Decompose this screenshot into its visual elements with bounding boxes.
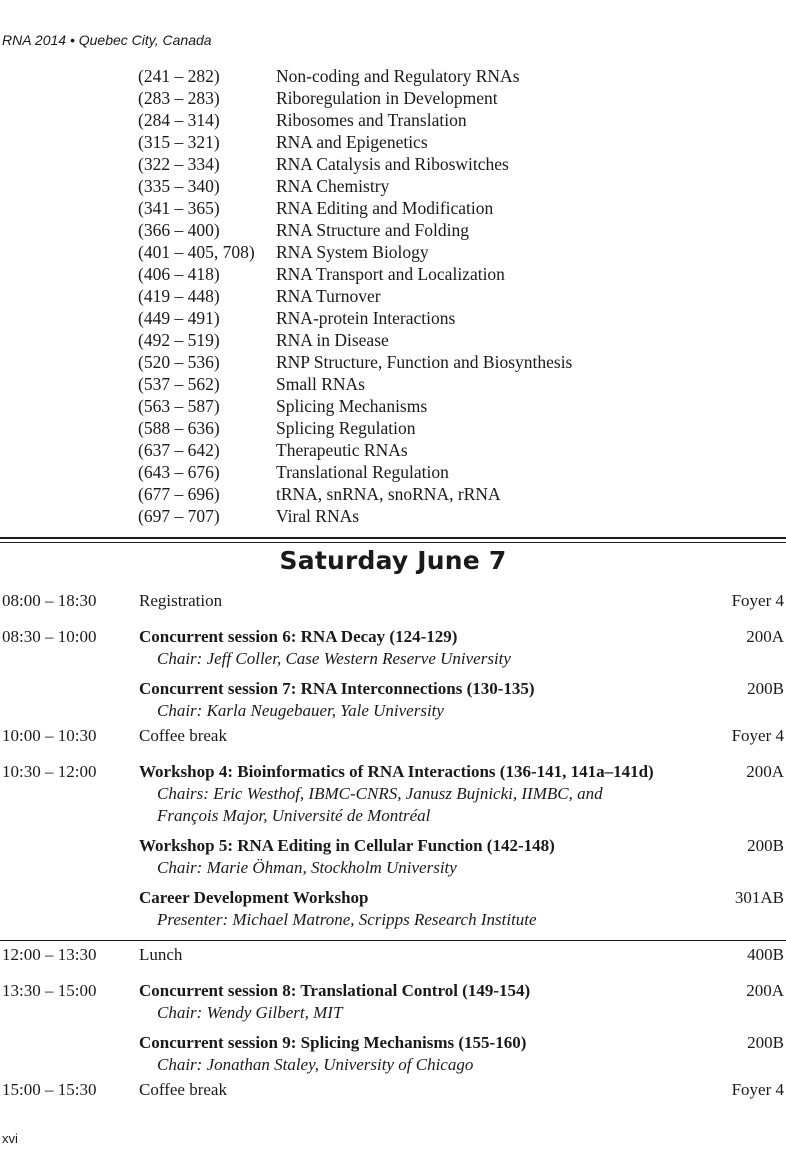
coffee2-time: 15:00 – 15:30 — [2, 1080, 97, 1099]
topic-name: Non-coding and Regulatory RNAs — [276, 66, 520, 86]
topic-name: Splicing Regulation — [276, 418, 416, 438]
topic-range: (588 – 636) — [138, 418, 220, 438]
topic-range: (284 – 314) — [138, 110, 220, 130]
topic-name: RNP Structure, Function and Biosynthesis — [276, 352, 573, 372]
topic-range: (637 – 642) — [138, 440, 220, 460]
cs7-title: Concurrent session 7: RNA Interconnections (130-135) — [139, 679, 535, 698]
cs9-title: Concurrent session 9: Splicing Mechanisms (155-160) — [139, 1033, 527, 1052]
ws4-room: 200A — [746, 762, 784, 781]
cs7-chair: Chair: Karla Neugebauer, Yale University — [157, 701, 444, 720]
section-divider — [0, 537, 786, 543]
topic-name: tRNA, snRNA, snoRNA, rRNA — [276, 484, 501, 504]
cs7-room: 200B — [747, 679, 784, 698]
topic-range: (283 – 283) — [138, 88, 220, 108]
lunch-room: 400B — [747, 945, 784, 964]
cs8-chair: Chair: Wendy Gilbert, MIT — [157, 1003, 343, 1022]
ws5-chair: Chair: Marie Öhman, Stockholm University — [157, 858, 457, 877]
topic-name: Translational Regulation — [276, 462, 449, 482]
running-head: RNA 2014 • Quebec City, Canada — [2, 32, 212, 48]
coffee1-time: 10:00 – 10:30 — [2, 726, 97, 745]
topic-range: (322 – 334) — [138, 154, 220, 174]
registration-title: Registration — [139, 591, 223, 610]
topic-range: (643 – 676) — [138, 462, 220, 482]
lunch-title: Lunch — [139, 945, 183, 964]
day-title: Saturday June 7 — [279, 546, 507, 575]
topic-range: (341 – 365) — [138, 198, 220, 218]
topic-name: Viral RNAs — [276, 506, 360, 526]
page-number: xvi — [2, 1131, 18, 1146]
topic-name: Small RNAs — [276, 374, 365, 394]
topic-range: (537 – 562) — [138, 374, 220, 394]
topic-range: (492 – 519) — [138, 330, 220, 350]
topic-name: RNA in Disease — [276, 330, 389, 350]
topic-range: (449 – 491) — [138, 308, 220, 328]
topic-range: (677 – 696) — [138, 484, 220, 504]
cs8-title: Concurrent session 8: Translational Control (149-154) — [139, 981, 531, 1000]
topic-name: RNA Structure and Folding — [276, 220, 469, 240]
topic-range: (401 – 405, 708) — [138, 242, 255, 262]
coffee2-title: Coffee break — [139, 1080, 227, 1099]
topic-range: (520 – 536) — [138, 352, 220, 372]
coffee2-room: Foyer 4 — [731, 1080, 784, 1099]
coffee1-title: Coffee break — [139, 726, 227, 745]
cs6-room: 200A — [746, 627, 784, 646]
cs9-room: 200B — [747, 1033, 784, 1052]
topic-range: (563 – 587) — [138, 396, 220, 416]
topic-name: RNA Transport and Localization — [276, 264, 505, 284]
topic-range: (406 – 418) — [138, 264, 220, 284]
career-presenter: Presenter: Michael Matrone, Scripps Research Institute — [157, 910, 537, 929]
topic-range: (335 – 340) — [138, 176, 220, 196]
registration-time: 08:00 – 18:30 — [2, 591, 97, 610]
topic-name: Riboregulation in Development — [276, 88, 498, 108]
career-title: Career Development Workshop — [139, 888, 369, 907]
topic-range: (315 – 321) — [138, 132, 220, 152]
topic-name: RNA Turnover — [276, 286, 381, 306]
topic-name: Therapeutic RNAs — [276, 440, 408, 460]
topic-range: (241 – 282) — [138, 66, 220, 86]
topic-name: RNA Chemistry — [276, 176, 390, 196]
topic-name: RNA Catalysis and Riboswitches — [276, 154, 509, 174]
cs8-time: 13:30 – 15:00 — [2, 981, 97, 1000]
cs6-chair: Chair: Jeff Coller, Case Western Reserve University — [157, 649, 511, 668]
topic-name: RNA System Biology — [276, 242, 429, 262]
ws5-room: 200B — [747, 836, 784, 855]
topic-name: Ribosomes and Translation — [276, 110, 467, 130]
topic-range: (697 – 707) — [138, 506, 220, 526]
ws5-title: Workshop 5: RNA Editing in Cellular Function (142-148) — [139, 836, 555, 855]
ws4-title: Workshop 4: Bioinformatics of RNA Interactions (136-141, 141a–141d) — [139, 762, 654, 781]
registration-room: Foyer 4 — [731, 591, 784, 610]
cs6-title: Concurrent session 6: RNA Decay (124-129) — [139, 627, 458, 646]
coffee1-room: Foyer 4 — [731, 726, 784, 745]
topic-name: Splicing Mechanisms — [276, 396, 428, 416]
cs6-time: 08:30 – 10:00 — [2, 627, 97, 646]
topic-name: RNA and Epigenetics — [276, 132, 428, 152]
lunch-time: 12:00 – 13:30 — [2, 945, 97, 964]
topic-name: RNA-protein Interactions — [276, 308, 456, 328]
topic-name: RNA Editing and Modification — [276, 198, 494, 218]
schedule-divider — [0, 940, 786, 941]
ws4-time: 10:30 – 12:00 — [2, 762, 97, 781]
ws4-chairs-line2: François Major, Université de Montréal — [157, 806, 431, 825]
topic-range: (366 – 400) — [138, 220, 220, 240]
topic-range: (419 – 448) — [138, 286, 220, 306]
cs8-room: 200A — [746, 981, 784, 1000]
cs9-chair: Chair: Jonathan Staley, University of Chicago — [157, 1055, 474, 1074]
career-room: 301AB — [734, 888, 784, 907]
ws4-chairs-line1: Chairs: Eric Westhof, IBMC-CNRS, Janusz Bujnicki, IIMBC, and — [157, 784, 603, 803]
